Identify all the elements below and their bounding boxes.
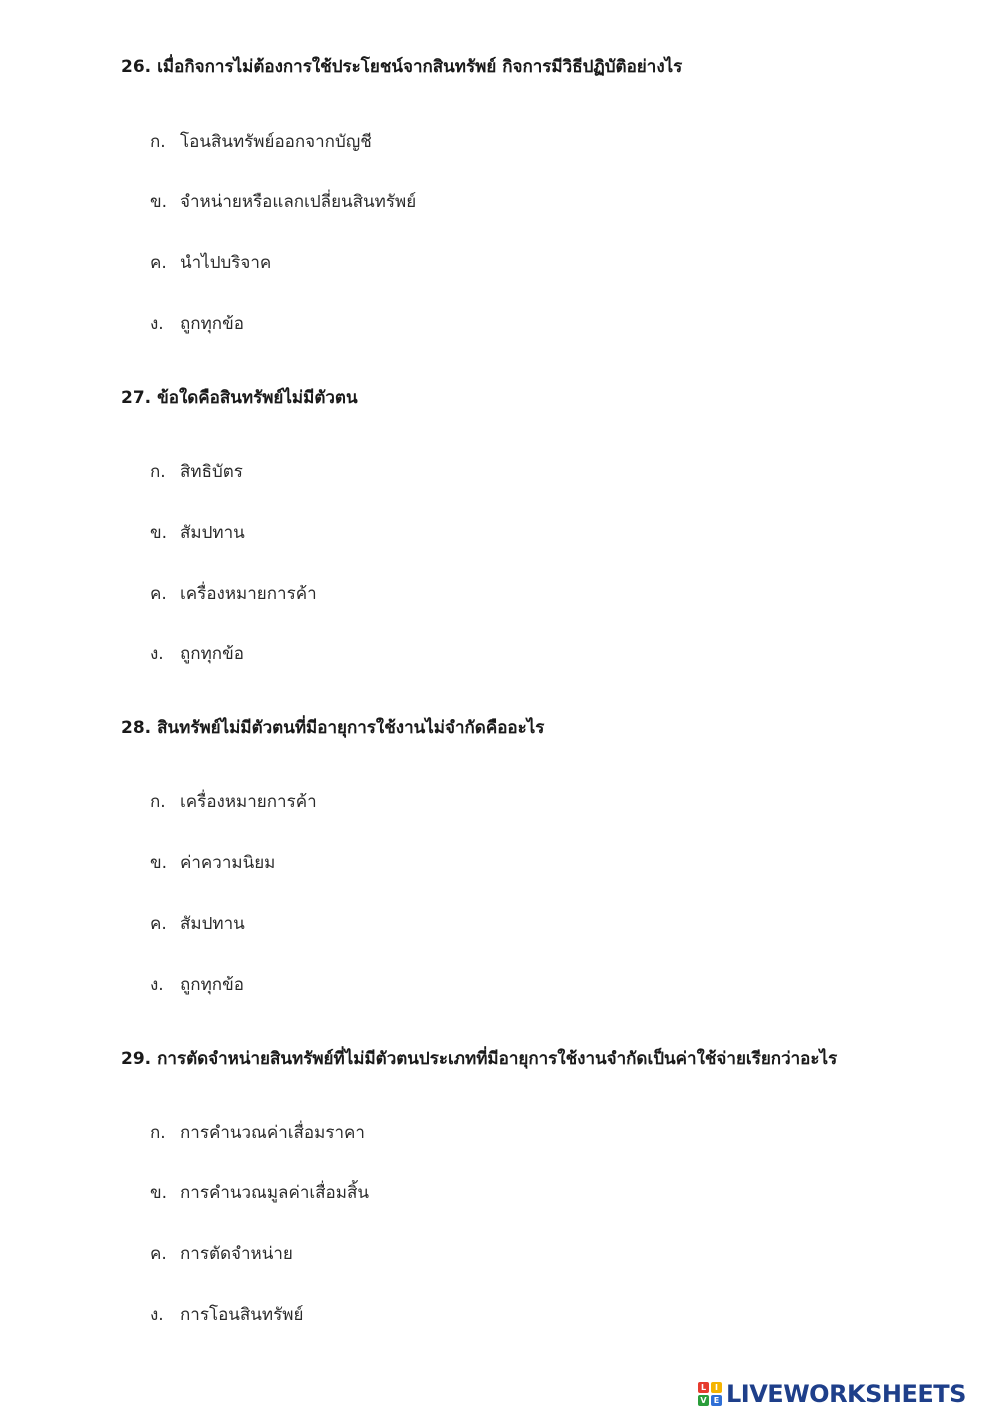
question-text: สินทรัพย์ไม่มีตัวตนที่มีอายุการใช้งานไม่จำกัดคืออะไร <box>157 718 545 738</box>
question-text: การตัดจำหน่ายสินทรัพย์ที่ไม่มีตัวตนประเภทที่มีอายุการใช้งานจำกัดเป็นค่าใช้จ่ายเรียกว่าอะไร <box>157 1049 838 1069</box>
logo-text: LIVEWORKSHEETS <box>726 1380 966 1408</box>
logo-mark-e: E <box>711 1395 722 1406</box>
question-number: 29. <box>121 1049 152 1069</box>
option-29-c[interactable]: ค. การตัดจำหน่าย <box>150 1244 293 1264</box>
liveworksheets-logo[interactable] <box>698 1380 966 1408</box>
question-text: เมื่อกิจการไม่ต้องการใช้ประโยชน์จากสินทรัพย์ กิจการมีวิธีปฏิบัติอย่างไร <box>157 57 683 77</box>
question-number: 27. <box>121 388 152 408</box>
logo-mark-v: V <box>698 1395 709 1406</box>
question-number: 26. <box>121 57 152 77</box>
question-text: ข้อใดคือสินทรัพย์ไม่มีตัวตน <box>157 388 358 408</box>
option-28-d[interactable]: ง. ถูกทุกข้อ <box>150 975 244 995</box>
option-26-b[interactable]: ข. จำหน่ายหรือแลกเปลี่ยนสินทรัพย์ <box>150 192 417 212</box>
option-26-d[interactable]: ง. ถูกทุกข้อ <box>150 314 244 334</box>
option-27-d[interactable]: ง. ถูกทุกข้อ <box>150 644 244 664</box>
question-27 <box>121 384 358 411</box>
option-27-a[interactable]: ก. สิทธิบัตร <box>150 462 243 482</box>
option-28-b[interactable]: ข. ค่าความนิยม <box>150 853 276 873</box>
option-26-c[interactable]: ค. นำไปบริจาค <box>150 253 272 273</box>
question-29 <box>121 1045 837 1072</box>
question-number: 28. <box>121 718 152 738</box>
option-27-b[interactable]: ข. สัมปทาน <box>150 523 245 543</box>
option-26-a[interactable]: ก. โอนสินทรัพย์ออกจากบัญชี <box>150 132 372 152</box>
logo-mark-l: L <box>698 1382 709 1393</box>
question-28 <box>121 714 544 741</box>
option-29-a[interactable]: ก. การคำนวณค่าเสื่อมราคา <box>150 1123 365 1143</box>
question-26 <box>121 53 682 80</box>
logo-mark-i: I <box>711 1382 722 1393</box>
option-29-b[interactable]: ข. การคำนวณมูลค่าเสื่อมสิ้น <box>150 1183 369 1203</box>
option-28-a[interactable]: ก. เครื่องหมายการค้า <box>150 792 317 812</box>
option-27-c[interactable]: ค. เครื่องหมายการค้า <box>150 584 317 604</box>
logo-mark-icon <box>698 1382 722 1406</box>
option-28-c[interactable]: ค. สัมปทาน <box>150 914 245 934</box>
option-29-d[interactable]: ง. การโอนสินทรัพย์ <box>150 1305 304 1325</box>
